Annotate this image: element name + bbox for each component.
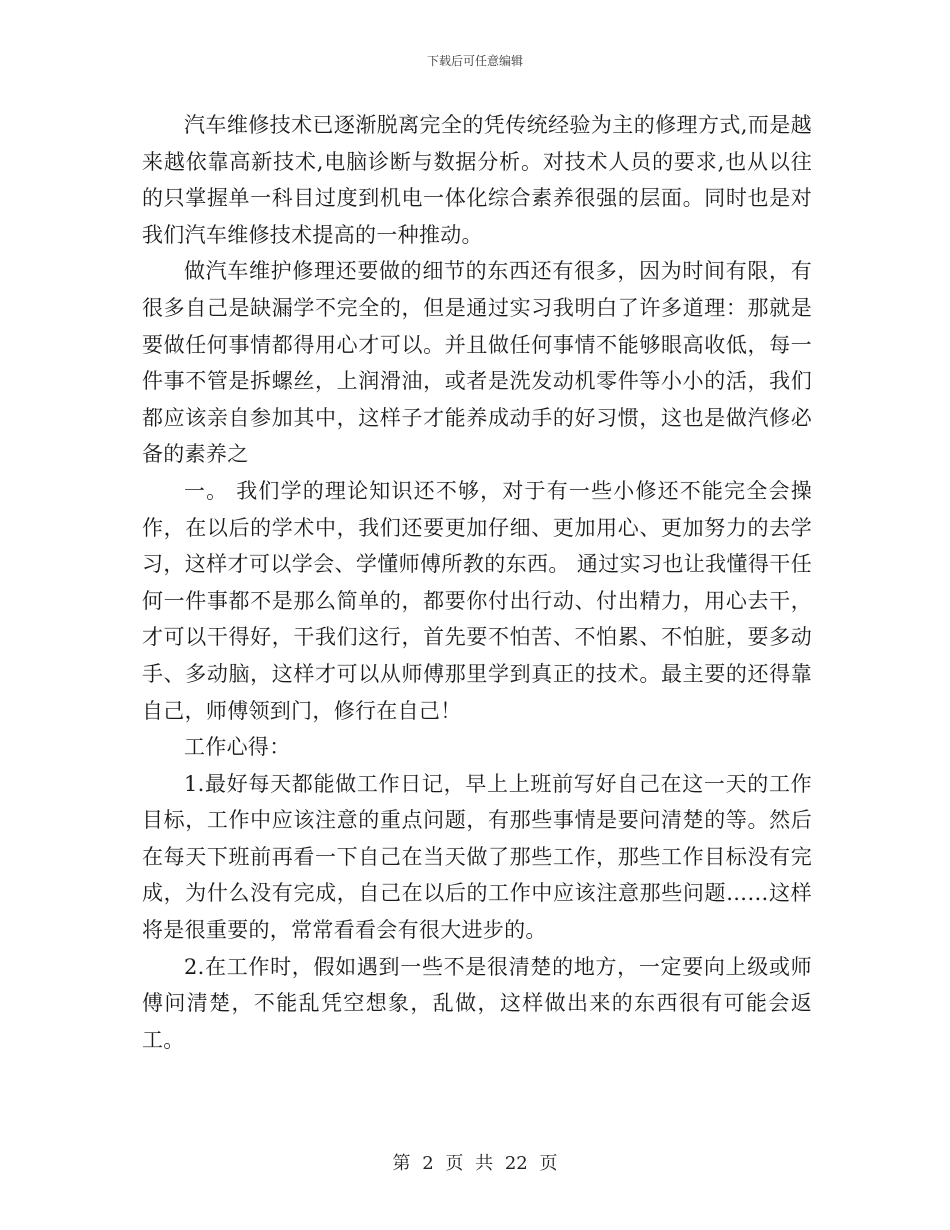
- page-header: 下载后可任意编辑: [426, 54, 523, 68]
- paragraph-details: 做汽车维护修理还要做的细节的东西还有很多，因为时间有限，有很多自己是缺漏学不完全的，但是通过实习我明白了许多道理：那就是要做任何事情都得用心才可以。并且做任何事情不能够眼高收低，每一件事不管是拆螺丝，上润滑油，或者是洗发动机零件等小小的活，我们都应该亲自参加其中，这样子才能养成动手的好习惯，这也是做汽修必备的素养之: [142, 259, 812, 467]
- section-heading-work-experience: 工作心得：: [184, 735, 291, 760]
- paragraph-technology: 汽车维修技术已逐渐脱离完全的凭传统经验为主的修理方式,而是越来越依靠高新技术,电脑诊断与数据分析。对技术人员的要求,也从以往的只掌握单一科目过度到机电一体化综合素养很强的层面。同时也是对我们汽车维修技术提高的一种推动。: [142, 113, 812, 247]
- list-item-ask-questions: 2.在工作时，假如遇到一些不是很清楚的地方，一定要向上级或师傅问清楚，不能乱凭空想象，乱做，这样做出来的东西很有可能会返工。: [142, 954, 812, 1052]
- list-item-work-diary: 1.最好每天都能做工作日记，早上上班前写好自己在这一天的工作目标，工作中应该注意的重点问题，有那些事情是要问清楚的等。然后在每天下班前再看一下自己在当天做了那些工作，那些工作目标没有完成，为什么没有完成，自己在以后的工作中应该注意那些问题……这样将是很重要的，常常看看会有很大进步的。: [142, 771, 812, 943]
- page-number-footer: 第 2 页 共 22 页: [392, 1153, 558, 1174]
- document-body: [142, 107, 812, 1058]
- paragraph-learning: 一。 我们学的理论知识还不够，对于有一些小修还不能完全会操作，在以后的学术中，我们还要更加仔细、更加用心、更加努力的去学习，这样才可以学会、学懂师傅所教的东西。 通过实习也让我懂得干任何一件事都不是那么简单的，都要你付出行动、付出精力，用心去干，才可以干得好，干我们这行，首先要不怕苦、不怕累、不怕脏，要多动手、多动脑，这样才可以从师傅那里学到真正的技术。最主要的还得靠自己，师傅领到门，修行在自己！: [142, 478, 812, 723]
